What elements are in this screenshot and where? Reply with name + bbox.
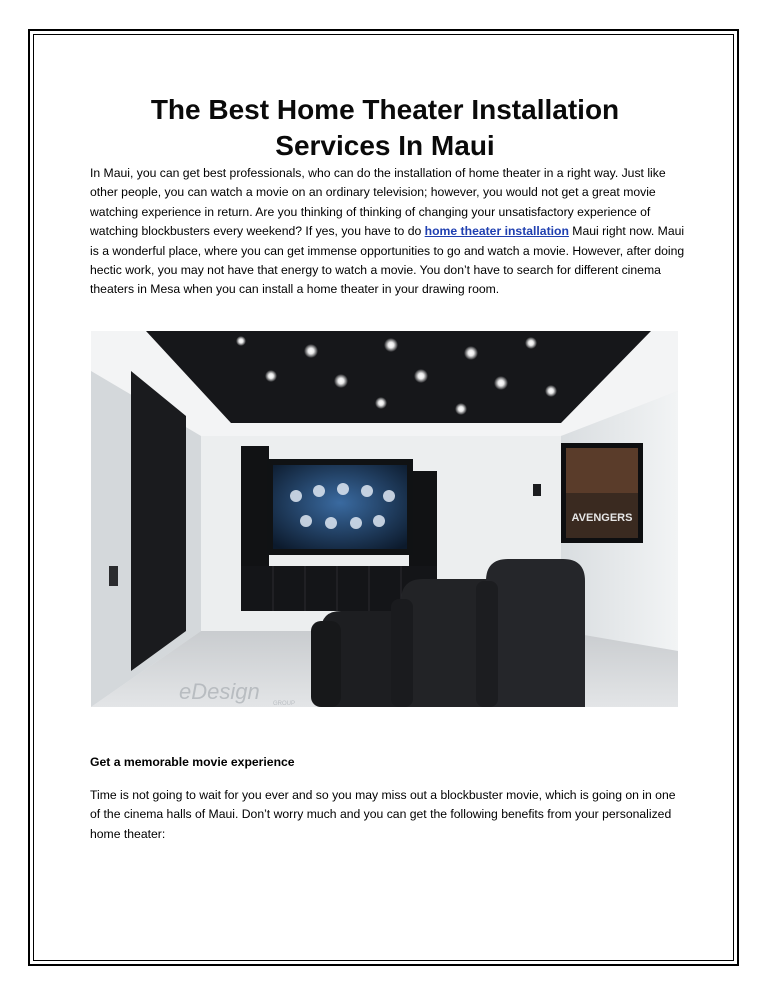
logo-text: eDesign: [179, 679, 260, 704]
home-theater-photo: [91, 331, 678, 707]
intro-text-before-link: In Maui, you can get best professionals, who can do the installation of home theater in a right way. Just like other people, you can watch a movie on an ordinary television; however, you would not get a great movie watching experience in return. Are you thinking of thinking of changing your unsatisfactory experience of watching blockbusters every weekend? If yes, you have to do: [90, 166, 666, 239]
logo-subtext: GROUP: [273, 701, 296, 707]
section-heading: Get a memorable movie experience: [90, 755, 295, 769]
intro-text-after-link: Maui right now. Maui is a wonderful place, where you can get immense opportunities to go and watch a movie. However, after doing hectic work, you may not have that energy to watch a movie. You don’t have to search for different cinema theaters in Mesa when you can install a home theater in your drawing room.: [90, 224, 685, 297]
poster-title: AVENGERS: [571, 512, 633, 524]
section-paragraph: Time is not going to wait for you ever and so you may miss out a blockbuster movie, which is going on in one of the cinema halls of Maui. Don’t worry much and you can get the following benefits from your personalized home theater:: [90, 788, 676, 841]
intro-paragraph: [90, 164, 686, 300]
home-theater-installation-link[interactable]: home theater installation: [424, 224, 569, 239]
page-title: The Best Home Theater Installation Services In Maui: [150, 94, 620, 161]
